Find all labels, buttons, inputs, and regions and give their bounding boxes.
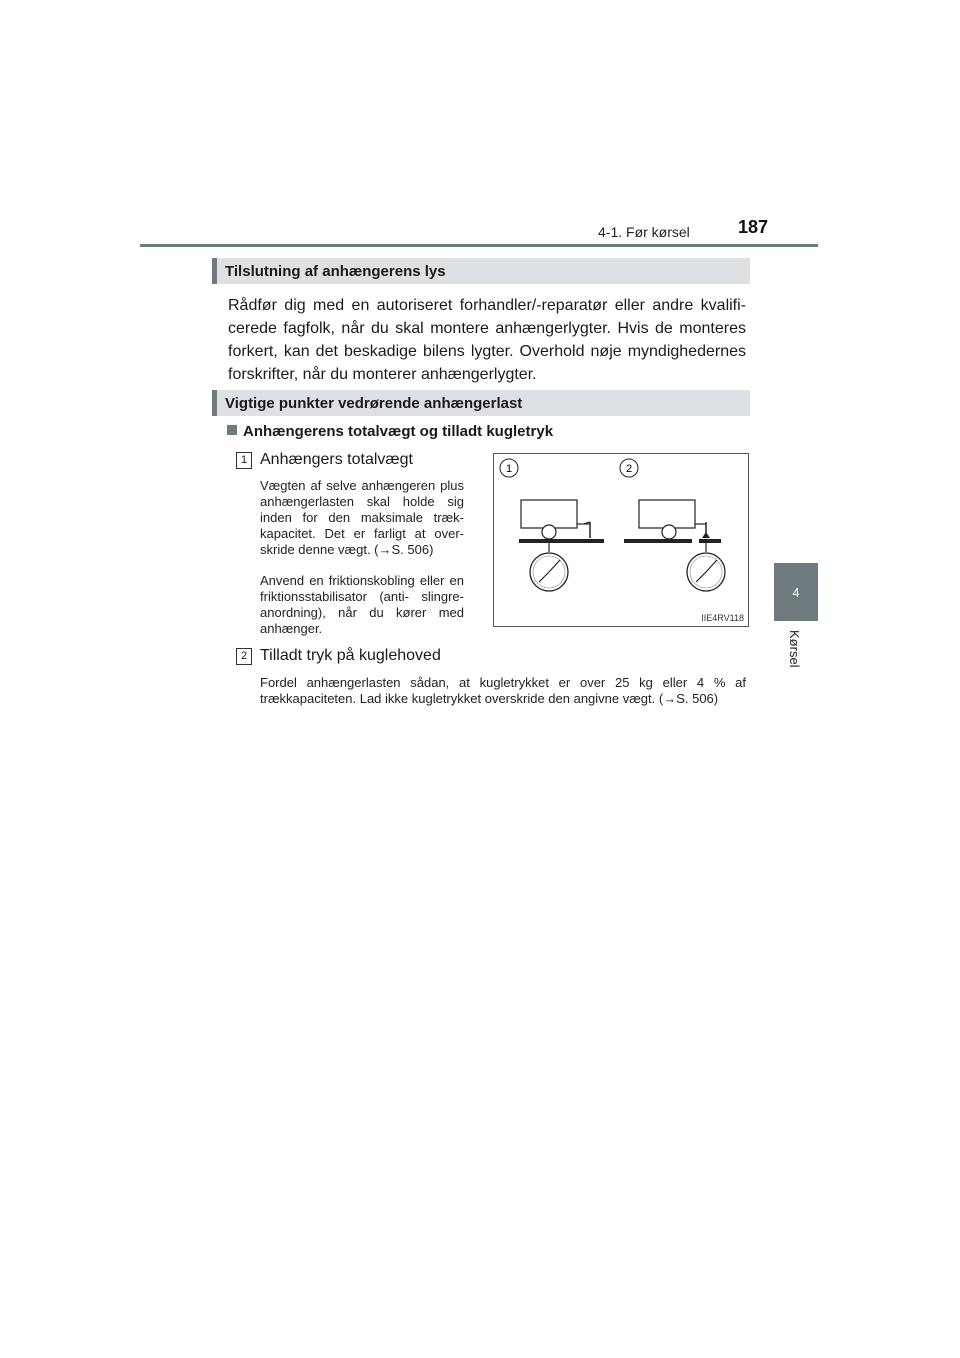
- subheading-text: Anhængerens totalvægt og tilladt kugletryk: [243, 423, 554, 440]
- lights-paragraph: Rådfør dig med en autoriseret forhandler/-reparatør eller andre kvalifi- cerede fagfolk, når du skal montere anhængerlygter. Hvis de monteres forkert, kan det beskadige bilens lygter. Overhold nøje myndighedernes forskrifter, når du monterer anhængerlygter.: [228, 297, 746, 383]
- header-rule: [140, 244, 818, 247]
- square-bullet-icon: [227, 425, 237, 435]
- section-heading-lights: [212, 258, 750, 284]
- page-number: 187: [738, 217, 769, 237]
- section-title: 4-1. Før kørsel: [598, 224, 690, 240]
- trailer-weight-figure: [493, 453, 749, 627]
- fig-label-2: 2: [625, 463, 633, 475]
- item-number-2: 2: [236, 648, 252, 665]
- section-heading-load: [212, 390, 750, 416]
- item-title-1: Anhængers totalvægt: [260, 451, 413, 468]
- chapter-tab: 4: [774, 563, 818, 621]
- item-text-1b: Anvend en friktionskobling eller en friktionsstabilisator (anti- slingre-anordning), når du kører med anhænger.: [260, 573, 464, 636]
- item-title-2: Tilladt tryk på kuglehoved: [260, 647, 441, 664]
- fig-label-1: 1: [505, 463, 513, 475]
- section-heading-text: Vigtige punkter vedrørende anhængerlast: [225, 394, 523, 412]
- section-heading-text: Tilslutning af anhængerens lys: [225, 262, 446, 280]
- subheading: [227, 423, 553, 440]
- chapter-label-wrap: [786, 630, 806, 690]
- figure-code: IIE4RV118: [701, 613, 744, 623]
- chapter-label: Kørsel: [787, 630, 802, 668]
- item-text-2: Fordel anhængerlasten sådan, at kugletrykket er over 25 kg eller 4 % af trækkapaciteten. Lad ikke kugletrykket overskride den angivne vægt. (→S. 506): [260, 675, 746, 706]
- item-text-1: Vægten af selve anhængeren plus anhængerlasten skal holde sig inden for den maksimale træk- kapacitet. Det er farligt at over- skride denne vægt. (→S. 506): [260, 478, 464, 557]
- trailer-scale-illustration: [494, 454, 748, 626]
- item-number-1: 1: [236, 452, 252, 469]
